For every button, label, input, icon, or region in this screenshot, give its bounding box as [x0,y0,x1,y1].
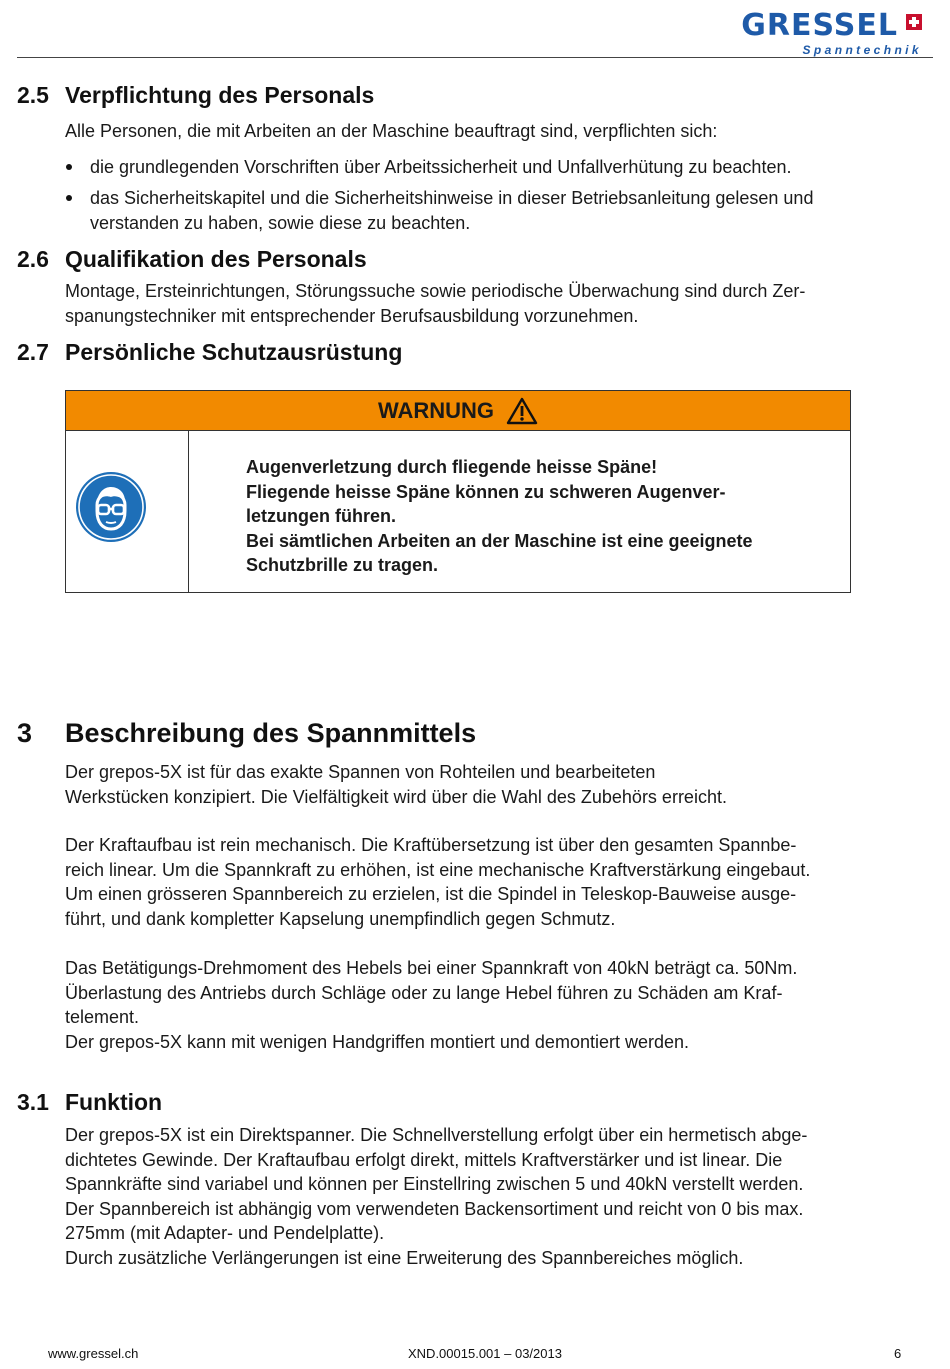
section-2-7-heading [17,337,617,367]
section-title: Funktion [65,1089,163,1115]
list-item [66,155,886,180]
warning-line: Augenverletzung durch fliegende heisse Späne! [246,457,658,477]
section-3-paragraph-1 [65,760,727,809]
section-number: 2.7 [17,339,49,365]
section-3-paragraph-2 [65,833,810,931]
text-line: Der Kraftaufbau ist rein mechanisch. Die Kraftübersetzung ist über den gesamten Spannbe- [65,835,797,855]
text-line: telement. [65,1007,140,1028]
warning-text [246,455,753,578]
section-3-1-heading [17,1087,617,1117]
section-2-5-intro: Alle Personen, die mit Arbeiten an der Maschine beauftragt sind, verpflichten sich: [65,121,718,141]
list-item-text: die grundlegenden Vorschriften über Arbeitssicherheit und Unfallverhütung zu beachten. [90,157,792,177]
footer-document-id: XND.00015.001 – 03/2013 [408,1346,562,1361]
warning-line: letzungen führen. [246,506,396,527]
warning-header [66,391,850,431]
section-3-1-text [65,1123,807,1271]
text-line: reich linear. Um die Spannkraft zu erhöhen, ist eine mechanische Kraftverstärkung eingebaut. [65,859,811,880]
logo-wordmark: GRESSEL [741,8,898,43]
eye-protection-icon [75,471,147,543]
footer-page-number: 6 [894,1346,902,1361]
section-title: Qualifikation des Personals [65,246,367,272]
company-logo [716,10,926,58]
warning-symbol-cell [66,431,189,592]
section-2-5-heading [17,80,617,110]
warning-line: Schutzbrille zu tragen. [246,555,439,576]
text-line: spanungstechniker mit entsprechender Berufsausbildung vorzunehmen. [65,305,639,326]
section-3-paragraph-3 [65,956,797,1054]
text-line: Spannkräfte sind variabel und können per Einstellring zwischen 5 und 40kN verstellt werden. [65,1174,804,1195]
text-line: Montage, Ersteinrichtungen, Störungssuche sowie periodische Überwachung sind durch Zer- [65,281,806,301]
section-number: 2.6 [17,246,49,272]
section-number: 3 [17,718,33,748]
section-title: Persönliche Schutzausrüstung [65,339,403,365]
list-item-text: verstanden zu haben, sowie diese zu beachten. [90,212,471,233]
section-title: Beschreibung des Spannmittels [65,718,477,748]
section-title: Verpflichtung des Personals [65,82,375,108]
text-line: Durch zusätzliche Verlängerungen ist eine Erweiterung des Spannbereiches möglich. [65,1247,744,1268]
header-divider [17,57,933,58]
warning-label: WARNUNG [377,397,495,423]
warning-line: Fliegende heisse Späne können zu schweren Augenver- [246,481,726,502]
text-line: Der grepos-5X kann mit wenigen Handgriffen montiert und demontiert werden. [65,1031,690,1052]
text-line: Der grepos-5X ist für das exakte Spannen von Rohteilen und bearbeiteten [65,762,656,782]
footer-website: www.gressel.ch [48,1346,139,1361]
list-item-text: das Sicherheitskapitel und die Sicherheitshinweise in dieser Betriebsanleitung gelesen und [90,188,814,208]
text-line: dichtetes Gewinde. Der Kraftaufbau erfolgt direkt, mittels Kraftverstärker und ist linear. Die [65,1149,783,1170]
text-line: Der Spannbereich ist abhängig vom verwendeten Backensortiment und reicht von 0 bis max. [65,1198,804,1219]
warning-box [65,390,851,593]
list-item [66,186,886,236]
text-line: Das Betätigungs-Drehmoment des Hebels bei einer Spannkraft von 40kN beträgt ca. 50Nm. [65,958,798,978]
text-line: 275mm (mit Adapter- und Pendelplatte). [65,1223,385,1244]
section-2-6-heading [17,244,617,274]
bullet-icon [66,164,72,170]
text-line: Um einen grösseren Spannbereich zu erzielen, ist die Spindel in Teleskop-Bauweise ausge- [65,884,797,905]
text-line: führt, und dank kompletter Kapselung unempfindlich gegen Schmutz. [65,908,616,929]
warning-triangle-icon [506,397,538,425]
section-2-6-text [65,279,805,328]
text-line: Werkstücken konzipiert. Die Vielfältigkeit wird über die Wahl des Zubehörs erreicht. [65,786,727,807]
section-number: 2.5 [17,82,49,108]
warning-line: Bei sämtlichen Arbeiten an der Maschine ist eine geeignete [246,530,753,551]
section-3-heading [17,716,717,750]
text-line: Überlastung des Antriebs durch Schläge oder zu lange Hebel führen zu Schäden am Kraf- [65,982,783,1003]
swiss-cross-icon [906,14,922,30]
text-line: Der grepos-5X ist ein Direktspanner. Die Schnellverstellung erfolgt über ein hermetisch abge- [65,1125,808,1145]
logo-subtitle: Spanntechnik [802,43,922,57]
section-number: 3.1 [17,1089,49,1115]
bullet-icon [66,195,72,201]
